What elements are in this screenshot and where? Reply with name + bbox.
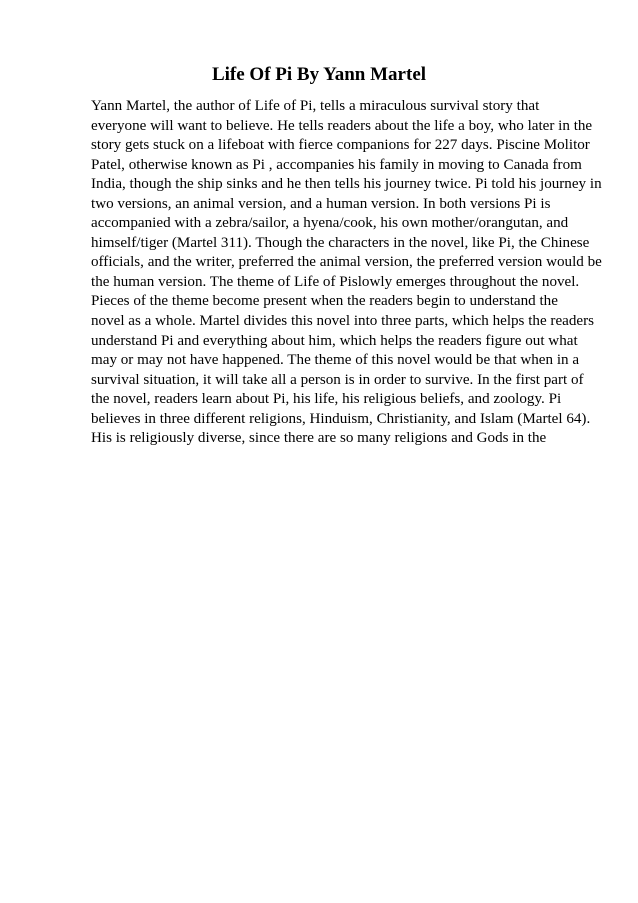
body-line: everyone will want to believe. He tells readers about the life a boy, who later in the	[91, 117, 593, 134]
body-line: himself/tiger (Martel 311). Though the characters in the novel, like Pi, the Chinese	[91, 234, 590, 251]
body-line: the human version. The theme of Life of Pislowly emerges throughout the novel.	[91, 273, 580, 290]
body-line: accompanied with a zebra/sailor, a hyena/cook, his own mother/orangutan, and	[91, 215, 569, 232]
body-line: His is religiously diverse, since there are so many religions and Gods in the	[91, 430, 547, 447]
body-line: officials, and the writer, preferred the animal version, the preferred version would be	[91, 254, 602, 271]
body-line: Pieces of the theme become present when the readers begin to understand the	[91, 293, 558, 310]
document-title: Life Of Pi By Yann Martel	[211, 64, 427, 85]
body-line: Patel, otherwise known as Pi , accompanies his family in moving to Canada from	[91, 156, 582, 173]
document-body	[91, 97, 602, 449]
body-line: Yann Martel, the author of Life of Pi, tells a miraculous survival story that	[91, 98, 540, 114]
body-line: may or may not have happened. The theme of this novel would be that when in a	[91, 352, 580, 369]
body-line: novel as a whole. Martel divides this novel into three parts, which helps the readers	[91, 313, 594, 330]
body-line: understand Pi and everything about him, which helps the readers figure out what	[91, 332, 578, 349]
body-line: the novel, readers learn about Pi, his life, his religious beliefs, and zoology. Pi	[91, 391, 562, 408]
body-line: two versions, an animal version, and a human version. In both versions Pi is	[91, 195, 551, 212]
body-line: story gets stuck on a lifeboat with fierce companions for 227 days. Piscine Molitor	[91, 137, 590, 154]
body-line: believes in three different religions, Hinduism, Christianity, and Islam (Martel 64).	[91, 410, 591, 427]
body-line: India, though the ship sinks and he then tells his journey twice. Pi told his journey in	[91, 176, 602, 193]
body-line: survival situation, it will take all a person is in order to survive. In the first part of	[91, 371, 584, 388]
